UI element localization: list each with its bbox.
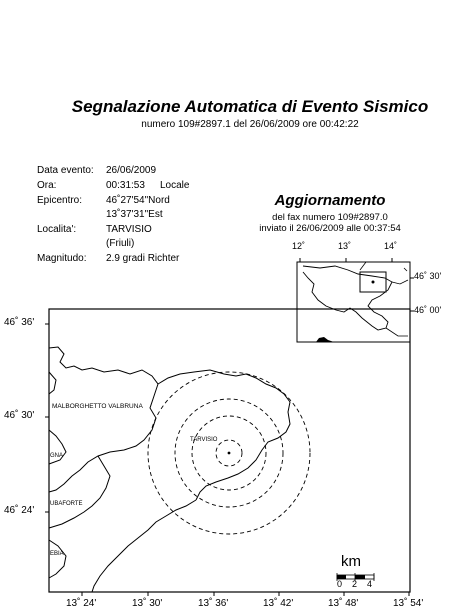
location-value: TARVISIO — [106, 224, 152, 235]
region-value: (Friuli) — [106, 238, 135, 249]
scale-tick-0: 0 — [337, 579, 343, 589]
report-title: Segnalazione Automatica di Evento Sismico — [71, 97, 429, 116]
main-map-frame — [49, 309, 410, 592]
time-value: 00:31:53 — [106, 180, 145, 191]
inset-lat-tick-4600: 46˚ 00' — [414, 305, 442, 315]
scale-unit: km — [341, 553, 361, 570]
lon-tick-1354: 13˚ 54' — [393, 598, 424, 609]
place-pontebba: UBAFORTE — [50, 501, 83, 507]
lat-tick-4630: 46˚ 30' — [4, 410, 35, 421]
inset-lon-tick-13: 13˚ — [338, 241, 352, 251]
scale-tick-4: 4 — [367, 579, 373, 589]
lon-tick-1342: 13˚ 42' — [263, 598, 294, 609]
magnitude-value: 2.9 gradi Richter — [106, 253, 180, 264]
lon-tick-1324: 13˚ 24' — [66, 598, 97, 609]
epicenter-lon: 13˚37'31"Est — [106, 209, 163, 220]
update-line1: del fax numero 109#2897.0 — [272, 212, 388, 223]
lon-tick-1348: 13˚ 48' — [328, 598, 359, 609]
lon-tick-1336: 13˚ 36' — [198, 598, 229, 609]
place-ebia: EBIA — [50, 551, 64, 557]
place-tarvisio: TARVISIO — [190, 437, 218, 443]
scale-bar — [337, 573, 374, 581]
inset-lon-tick-12: 12˚ — [292, 241, 306, 251]
lat-tick-4636: 46˚ 36' — [4, 317, 35, 328]
location-label: Localita': — [37, 224, 77, 235]
inset-lat-tick-4630: 46˚ 30' — [414, 271, 442, 281]
time-label: Ora: — [37, 180, 57, 191]
epicenter-label: Epicentro: — [37, 195, 83, 206]
magnitude-label: Magnitudo: — [37, 253, 87, 264]
epicenter-lat: 46˚27'54"Nord — [106, 195, 170, 206]
inset-lon-tick-14: 14˚ — [384, 241, 398, 251]
epicenter-marker — [228, 452, 231, 455]
update-title: Aggiornamento — [274, 192, 386, 209]
place-malborghetto: MALBORGHETTO VALBRUNA — [52, 403, 143, 410]
main-map-borders — [49, 347, 290, 592]
scale-tick-2: 2 — [352, 579, 358, 589]
date-value: 26/06/2009 — [106, 165, 157, 176]
lat-tick-4624: 46˚ 24' — [4, 505, 35, 516]
report-subtitle: numero 109#2897.1 del 26/06/2009 ore 00:42:22 — [141, 119, 359, 130]
lon-tick-1330: 13˚ 30' — [132, 598, 163, 609]
date-label: Data evento: — [37, 165, 94, 176]
update-line2: inviato il 26/06/2009 alle 00:37:54 — [259, 223, 401, 234]
place-gna: GNA — [50, 453, 64, 459]
time-zone: Locale — [160, 180, 190, 191]
